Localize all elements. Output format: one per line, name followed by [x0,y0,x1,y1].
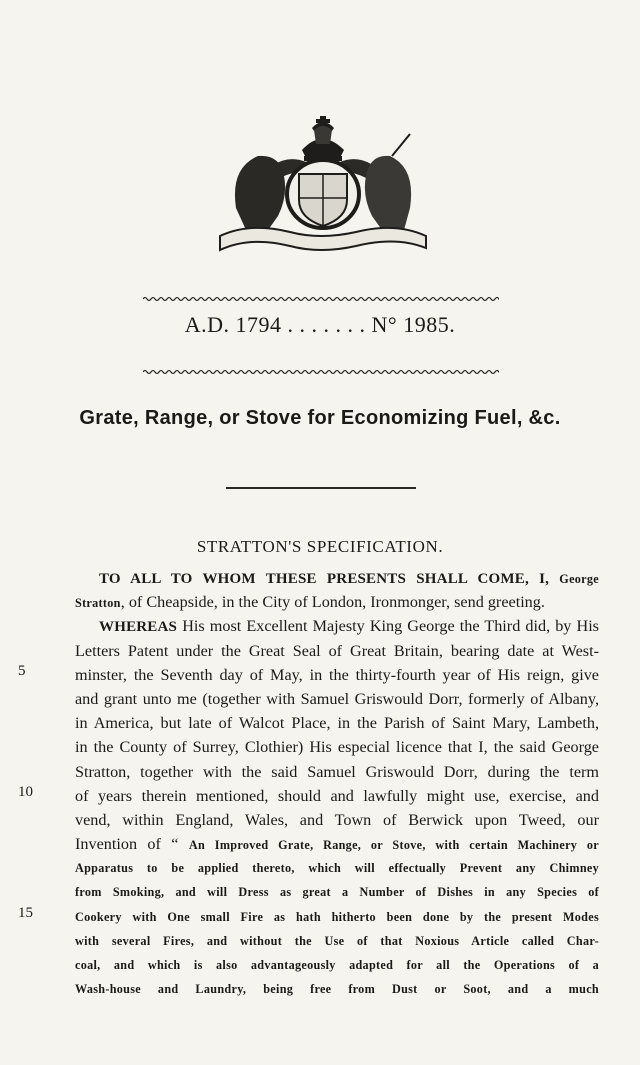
dot-leader: . . . . . . . [281,312,372,337]
specification-heading: STRATTON'S SPECIFICATION. [196,537,444,556]
author-surname: Stratton [75,596,121,611]
text-line: coal, and which is also advantageously adapted for all the Operations of a [75,958,599,972]
text-line [75,832,599,856]
text-line: and grant unto me (together with Samuel Griswould Dorr, formerly of Albany, [75,689,599,708]
text-line: from Smoking, and will Dress as great a Number of Dishes in any Species of [75,885,599,900]
invention-title: An Improved Grate, Range, or Stove, with certain Machinery or [188,838,599,853]
line-number: 5 [18,663,26,679]
ad-year: A.D. 1794 [184,312,282,337]
text-line: in America, but late of Walcot Place, in the Parish of Saint Mary, Lambeth, [75,714,599,733]
patent-date-number-line [0,312,640,338]
decorative-wavy-rule [143,369,499,375]
patent-subject-title: Grate, Range, or Stove for Economizing Fuel, &c. [79,407,561,429]
text-line [75,590,599,614]
opening-words: TO ALL TO WHOM THESE PRESENTS SHALL COME, I, [99,571,560,587]
divider-rule [226,487,416,489]
text-line: Cookery with One small Fire as hath hitherto been done by the present Modes [75,909,599,924]
text-segment: His most Excellent Majesty King George the Third did, by His [177,617,599,636]
text-line: minster, the Seventh day of May, in the thirty-fourth year of His reign, give [75,665,599,684]
text-line: Wash-house and Laundry, being free from Dust or Soot, and a much [75,982,599,997]
author-first-name: George [559,572,599,586]
line-number: 10 [18,784,33,800]
text-line: in the County of Surrey, Clothier) His especial licence that I, the said George [75,738,599,757]
decorative-wavy-rule [143,296,499,302]
royal-coat-of-arms-emblem [216,112,430,252]
patent-number: N° 1985. [371,312,456,337]
text-line: vend, within England, Wales, and Town of Berwick upon Tweed, our [75,810,599,829]
text-segment: Invention of “ [75,835,189,854]
text-line: Letters Patent under the Great Seal of Great Britain, bearing date at West- [75,641,599,660]
line-number: 15 [18,905,33,921]
text-segment: , of Cheapside, in the City of London, Ironmonger, send greeting. [120,593,545,612]
text-line [75,614,599,638]
specification-body [75,566,599,1001]
text-line: of years therein mentioned, should and lawfully might use, exercise, and [75,786,599,805]
text-line: Apparatus to be applied thereto, which will effectually Prevent any Chimney [75,861,599,876]
text-line: with several Fires, and without the Use of that Noxious Article called Char- [75,933,599,948]
text-line: Stratton, together with the said Samuel Griswould Dorr, during the term [75,762,599,781]
text-line [75,566,599,590]
whereas-word: WHEREAS [99,619,178,636]
